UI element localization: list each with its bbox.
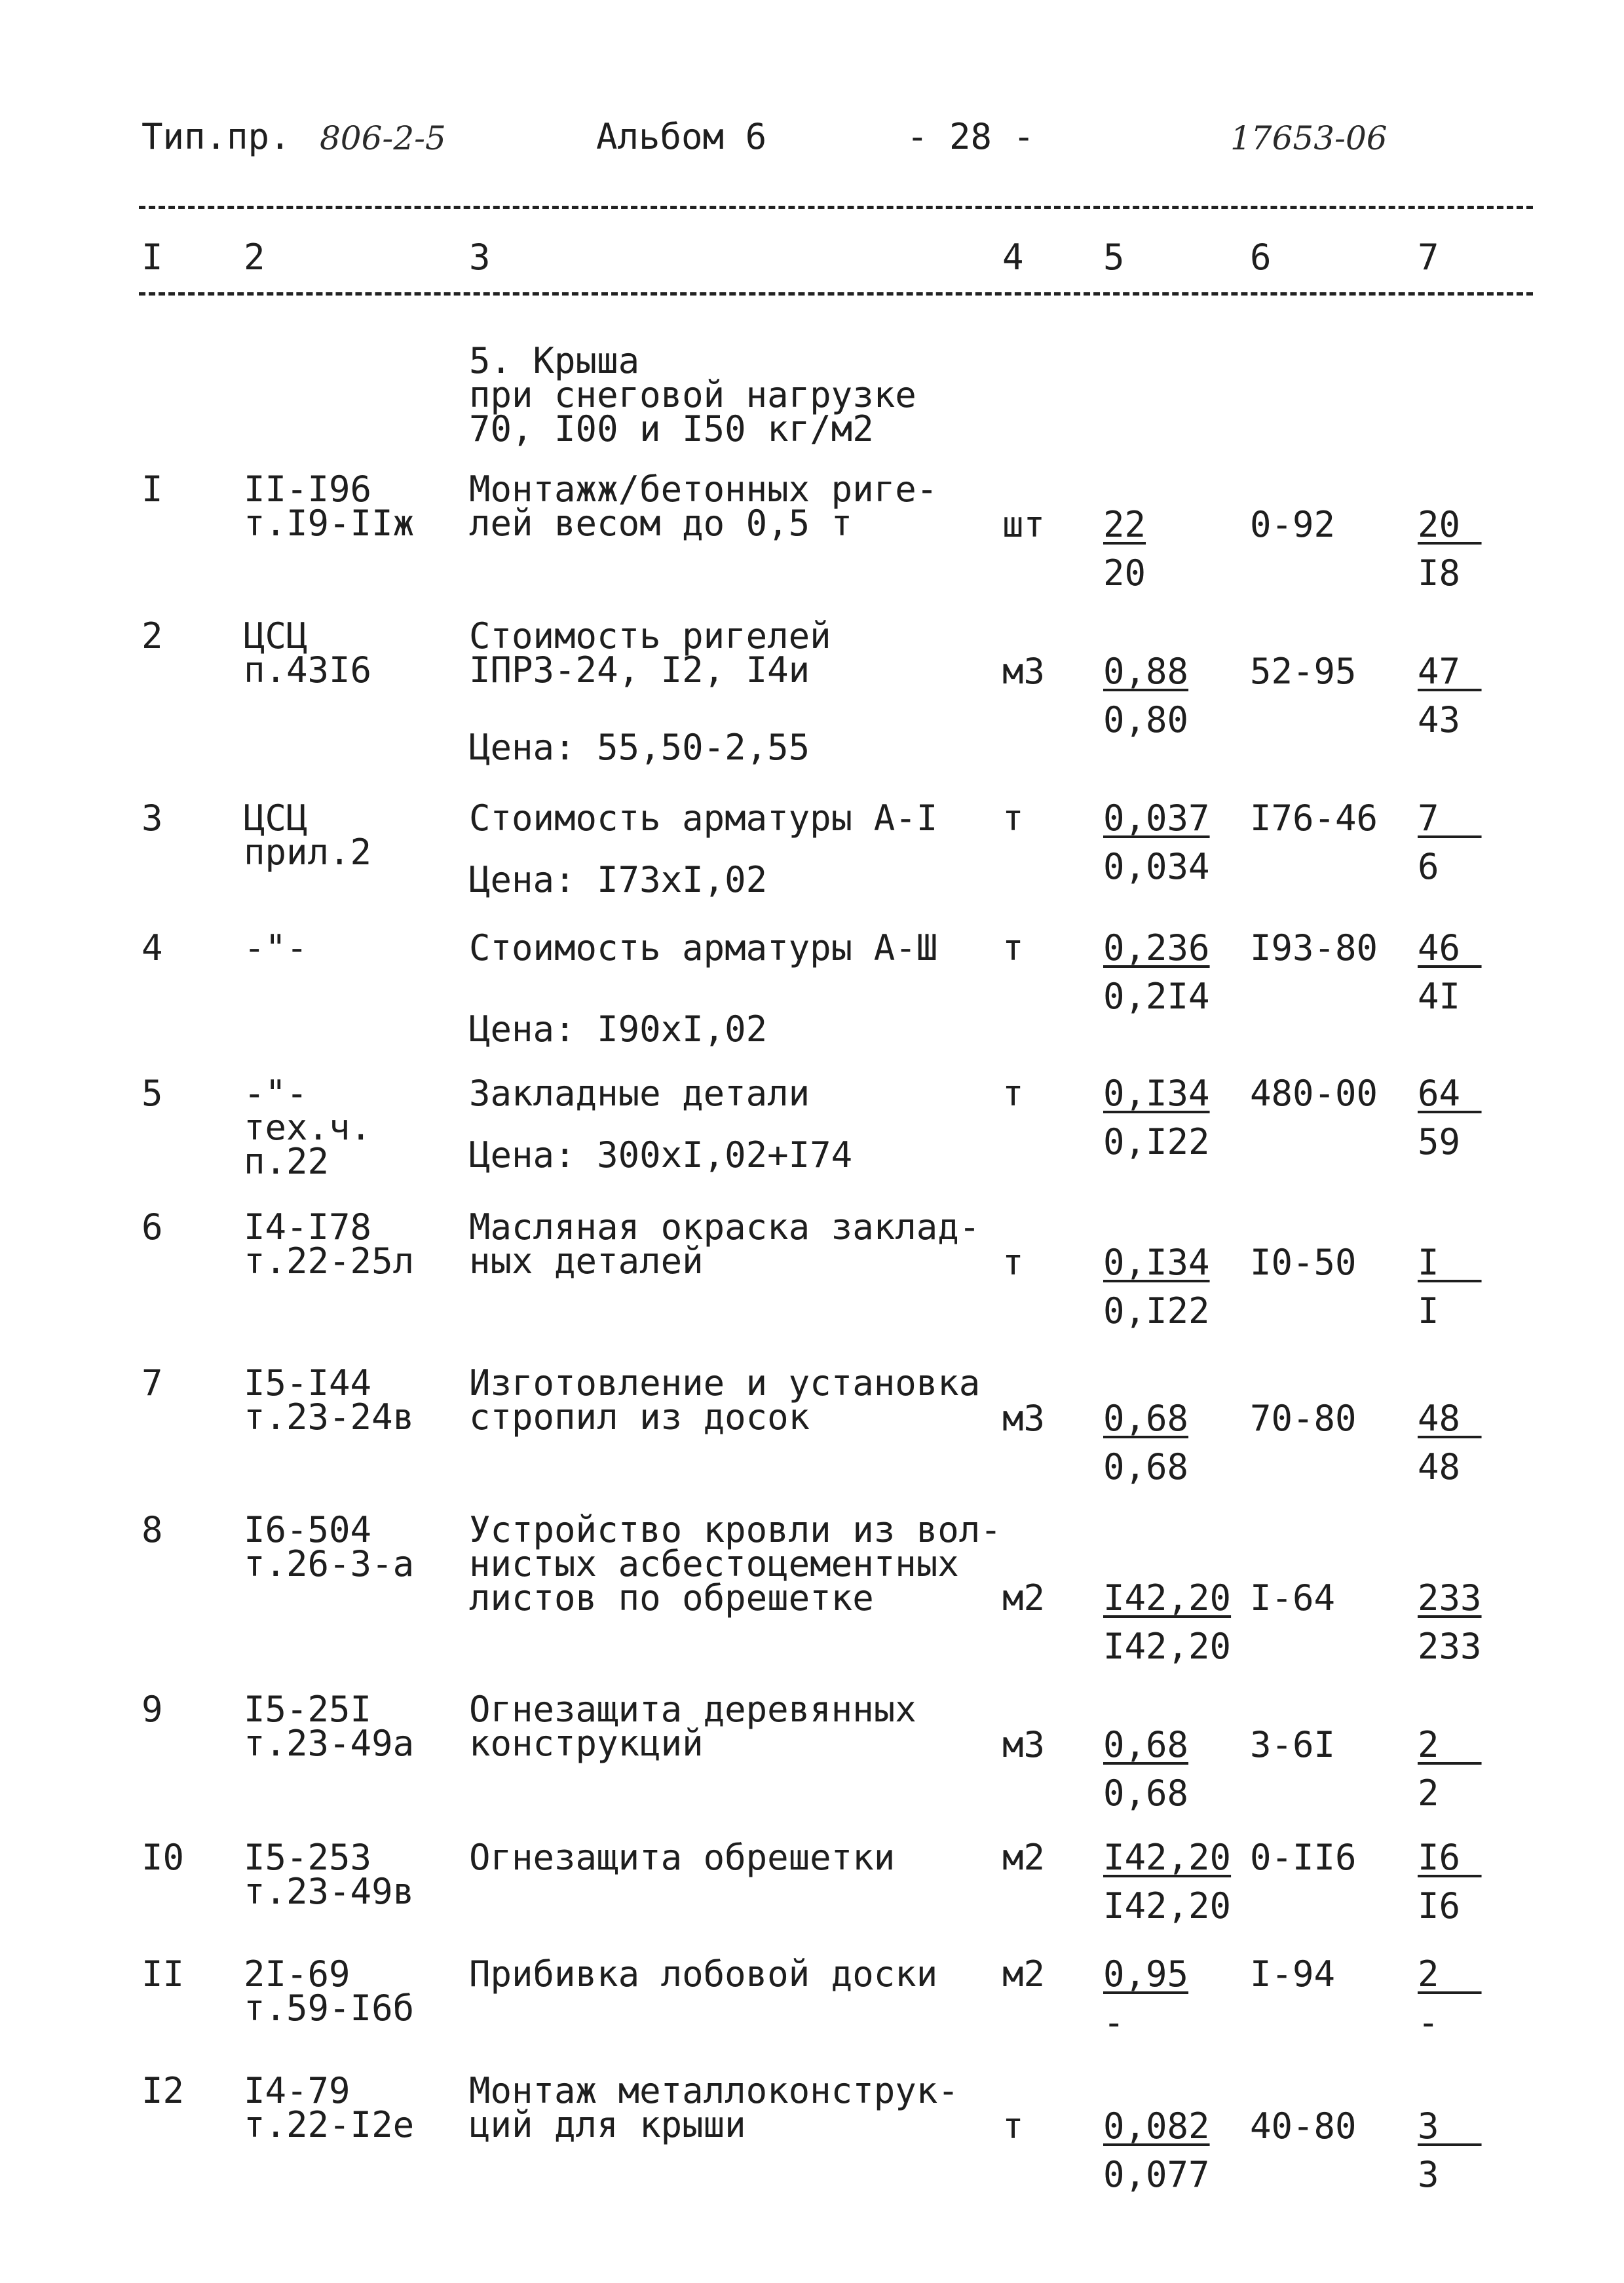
row-number: 4 <box>142 927 163 969</box>
row-description-line: Стоимость арматуры А-Ш <box>469 927 938 969</box>
row-total-bottom: 4I <box>1418 976 1461 1017</box>
row-description-line: Огнезащита обрешетки <box>469 1837 896 1878</box>
row-total-top: 7 <box>1418 797 1482 839</box>
row-unit-rate: 0-II6 <box>1250 1837 1357 1878</box>
row-reference-line: т.59-I6б <box>244 1987 415 2029</box>
section-subtitle-line: 70, I00 и I50 кг/м2 <box>469 408 874 450</box>
page-number: - 28 - <box>907 116 1035 157</box>
row-quantity-bottom: 0,68 <box>1103 1773 1189 1814</box>
row-reference-line: п.22 <box>244 1141 330 1182</box>
row-description-line: Монтаж металлоконструк- <box>469 2070 959 2111</box>
row-reference-line: I5-I44 <box>244 1362 372 1404</box>
row-total-top: 20 <box>1418 504 1482 545</box>
row-description-line: Устройство кровли из вол- <box>469 1509 1002 1550</box>
row-description-line: Масляная окраска заклад- <box>469 1206 981 1248</box>
row-quantity-bottom: 0,2I4 <box>1103 976 1210 1017</box>
row-total-top: I <box>1418 1242 1482 1283</box>
column-header-5: 5 <box>1103 237 1125 278</box>
row-quantity-top: 0,95 <box>1103 1953 1189 1995</box>
row-reference-line: т.26-3-а <box>244 1543 415 1584</box>
header-prefix: Тип.пр. <box>142 116 291 157</box>
row-unit-rate: 0-92 <box>1250 504 1336 545</box>
row-unit: шт <box>1002 504 1046 545</box>
row-unit: м2 <box>1002 1953 1046 1995</box>
row-unit: м3 <box>1002 1398 1046 1439</box>
row-description-line: конструкций <box>469 1723 704 1764</box>
row-description-line: ций для крыши <box>469 2104 746 2145</box>
row-reference-line: ЦСЦ <box>244 797 308 839</box>
row-price-note: Цена: 55,50-2,55 <box>469 727 810 768</box>
row-total-bottom: - <box>1418 2002 1439 2043</box>
row-quantity-bottom: - <box>1103 2002 1125 2043</box>
header-series: 806-2-5 <box>320 119 446 157</box>
column-header-1: I <box>142 237 163 278</box>
row-number: 7 <box>142 1362 163 1404</box>
row-total-top: 2 <box>1418 1953 1482 1995</box>
row-reference-line: ЦСЦ <box>244 615 308 657</box>
row-description-line: Стоимость арматуры А-I <box>469 797 938 839</box>
row-total-top: I6 <box>1418 1837 1482 1878</box>
row-unit: м2 <box>1002 1837 1046 1878</box>
row-description-line: Закладные детали <box>469 1073 810 1114</box>
row-number: I <box>142 469 163 510</box>
row-price-note: Цена: I73хI,02 <box>469 859 768 900</box>
row-quantity-bottom: 0,I22 <box>1103 1290 1210 1332</box>
row-reference-line: I5-25I <box>244 1689 372 1730</box>
row-quantity-bottom: 20 <box>1103 552 1146 594</box>
row-reference-line: т.22-25л <box>244 1240 415 1282</box>
header-divider-top <box>139 206 1533 209</box>
row-quantity-top: 0,I34 <box>1103 1073 1210 1114</box>
row-number: I2 <box>142 2070 185 2111</box>
row-description-line: Огнезащита деревянных <box>469 1689 916 1730</box>
row-quantity-top: 0,68 <box>1103 1724 1189 1765</box>
row-description-line: Прибивка лобовой доски <box>469 1953 938 1995</box>
row-total-bottom: 233 <box>1418 1626 1482 1667</box>
header-divider-bottom <box>139 292 1533 296</box>
row-reference-line: II-I96 <box>244 469 372 510</box>
row-description-line: ных деталей <box>469 1240 704 1282</box>
row-total-bottom: 43 <box>1418 699 1461 740</box>
row-number: II <box>142 1953 185 1995</box>
row-total-bottom: I6 <box>1418 1885 1461 1927</box>
row-description-line: Монтажж/бетонных риге- <box>469 469 938 510</box>
row-description-line: нистых асбестоцементных <box>469 1543 959 1584</box>
row-description-line: IПР3-24, I2, I4и <box>469 649 810 691</box>
row-number: 3 <box>142 797 163 839</box>
row-unit-rate: 52-95 <box>1250 651 1357 692</box>
row-total-bottom: 48 <box>1418 1446 1461 1487</box>
row-reference-line: прил.2 <box>244 832 372 873</box>
row-total-bottom: 2 <box>1418 1773 1439 1814</box>
row-price-note: Цена: I90хI,02 <box>469 1008 768 1050</box>
row-reference-line: I4-79 <box>244 2070 350 2111</box>
header-code: 17653-06 <box>1230 119 1388 157</box>
row-unit: т <box>1002 2105 1024 2147</box>
row-unit: м3 <box>1002 651 1046 692</box>
header-album: Альбом 6 <box>596 116 767 157</box>
column-header-6: 6 <box>1250 237 1272 278</box>
row-quantity-top: 0,88 <box>1103 651 1189 692</box>
column-header-4: 4 <box>1002 237 1024 278</box>
row-number: 6 <box>142 1206 163 1248</box>
row-description-line: Стоимость ригелей <box>469 615 831 657</box>
row-unit: м2 <box>1002 1577 1046 1619</box>
column-header-7: 7 <box>1418 237 1439 278</box>
row-unit-rate: I76-46 <box>1250 797 1378 839</box>
row-unit-rate: 70-80 <box>1250 1398 1357 1439</box>
row-quantity-bottom: 0,077 <box>1103 2154 1210 2195</box>
row-quantity-bottom: 0,I22 <box>1103 1121 1210 1162</box>
row-total-bottom: 3 <box>1418 2154 1439 2195</box>
row-reference-line: т.23-49а <box>244 1723 415 1764</box>
row-number: I0 <box>142 1837 185 1878</box>
row-description-line: Изготовление и установка <box>469 1362 981 1404</box>
row-number: 5 <box>142 1073 163 1114</box>
row-quantity-top: 0,082 <box>1103 2105 1210 2147</box>
row-total-bottom: 6 <box>1418 846 1439 887</box>
row-reference-line: 2I-69 <box>244 1953 350 1995</box>
row-unit: т <box>1002 927 1024 969</box>
row-quantity-top: 0,236 <box>1103 927 1210 969</box>
row-total-bottom: I <box>1418 1290 1439 1332</box>
row-number: 9 <box>142 1689 163 1730</box>
row-reference-line: I4-I78 <box>244 1206 372 1248</box>
row-description-line: лей весом до 0,5 т <box>469 503 853 544</box>
row-quantity-top: I42,20 <box>1103 1837 1232 1878</box>
row-unit-rate: I0-50 <box>1250 1242 1357 1283</box>
row-reference-line: I5-253 <box>244 1837 372 1878</box>
section-subtitle-line: при снеговой нагрузке <box>469 374 916 415</box>
row-description-line: листов по обрешетке <box>469 1577 874 1619</box>
row-unit: м3 <box>1002 1724 1046 1765</box>
row-total-top: 233 <box>1418 1577 1482 1619</box>
row-reference-line: I6-504 <box>244 1509 372 1550</box>
row-unit-rate: I-64 <box>1250 1577 1336 1619</box>
row-description-line: стропил из досок <box>469 1396 810 1438</box>
section-title: 5. Крыша <box>469 340 640 381</box>
row-total-top: 48 <box>1418 1398 1482 1439</box>
row-quantity-top: 0,I34 <box>1103 1242 1210 1283</box>
row-quantity-top: 0,68 <box>1103 1398 1189 1439</box>
row-unit: т <box>1002 1242 1024 1283</box>
row-number: 2 <box>142 615 163 657</box>
row-reference-line: -"- <box>244 927 308 969</box>
row-reference-line: т.23-49в <box>244 1871 415 1912</box>
row-quantity-top: 22 <box>1103 504 1146 545</box>
row-quantity-bottom: 0,68 <box>1103 1446 1189 1487</box>
row-quantity-bottom: I42,20 <box>1103 1626 1232 1667</box>
row-reference-line: п.43I6 <box>244 649 372 691</box>
row-unit-rate: I93-80 <box>1250 927 1378 969</box>
row-unit-rate: 480-00 <box>1250 1073 1378 1114</box>
row-quantity-top: I42,20 <box>1103 1577 1232 1619</box>
row-number: 8 <box>142 1509 163 1550</box>
row-unit-rate: I-94 <box>1250 1953 1336 1995</box>
row-unit-rate: 3-6I <box>1250 1724 1336 1765</box>
row-price-note: Цена: 300хI,02+I74 <box>469 1134 853 1176</box>
row-unit-rate: 40-80 <box>1250 2105 1357 2147</box>
row-reference-line: тех.ч. <box>244 1107 372 1148</box>
row-quantity-bottom: I42,20 <box>1103 1885 1232 1927</box>
row-total-bottom: 59 <box>1418 1121 1461 1162</box>
row-reference-line: т.22-I2е <box>244 2104 415 2145</box>
row-reference-line: -"- <box>244 1073 308 1114</box>
row-total-top: 2 <box>1418 1724 1482 1765</box>
column-header-3: 3 <box>469 237 491 278</box>
row-unit: т <box>1002 1073 1024 1114</box>
row-total-top: 3 <box>1418 2105 1482 2147</box>
row-total-top: 46 <box>1418 927 1482 969</box>
row-quantity-bottom: 0,034 <box>1103 846 1210 887</box>
row-total-bottom: I8 <box>1418 552 1461 594</box>
row-reference-line: т.I9-IIж <box>244 503 415 544</box>
column-header-2: 2 <box>244 237 265 278</box>
row-unit: т <box>1002 797 1024 839</box>
row-quantity-top: 0,037 <box>1103 797 1210 839</box>
row-total-top: 64 <box>1418 1073 1482 1114</box>
row-reference-line: т.23-24в <box>244 1396 415 1438</box>
row-quantity-bottom: 0,80 <box>1103 699 1189 740</box>
row-total-top: 47 <box>1418 651 1482 692</box>
